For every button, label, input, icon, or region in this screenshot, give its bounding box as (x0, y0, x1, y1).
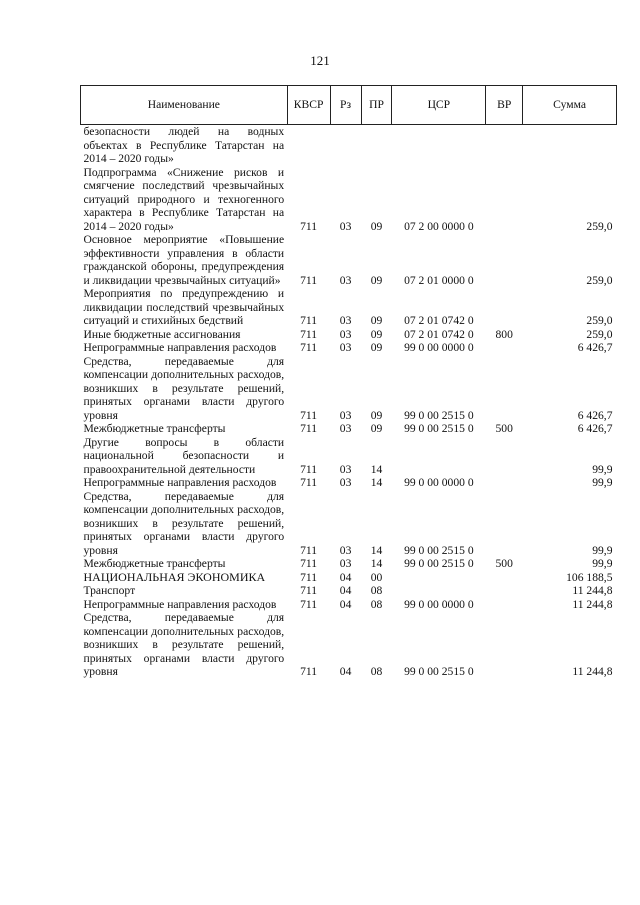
cell-vr (486, 571, 523, 585)
cell-rz: 03 (339, 408, 352, 422)
cell-pr: 14 (370, 476, 383, 489)
cell-pr: 08 (370, 665, 383, 678)
header-name: Наименование (81, 86, 288, 125)
cell-kvsr: 711 (300, 665, 318, 678)
cell-kvsr: 711 (300, 476, 318, 489)
cell-rz: 03 (339, 476, 352, 489)
cell-kvsr: 711 (300, 219, 318, 233)
header-pr: ПР (361, 86, 392, 125)
cell-csr (392, 436, 486, 477)
table-row (81, 233, 617, 287)
cell-vr (486, 598, 523, 612)
cell-rz: 03 (339, 341, 352, 354)
cell-sum: 99,9 (592, 462, 613, 476)
table-row (81, 611, 617, 679)
cell-pr: 09 (370, 273, 383, 287)
cell-pr: 09 (370, 314, 383, 327)
page-number: 121 (310, 53, 330, 68)
cell-sum: 11 244,8 (572, 584, 613, 597)
cell-sum: 99,9 (592, 557, 613, 570)
cell-pr: 09 (370, 408, 383, 422)
cell-kvsr: 711 (300, 584, 318, 597)
cell-csr: 07 2 01 0000 0 (404, 273, 474, 287)
cell-csr: 99 0 00 2515 0 (404, 543, 474, 557)
cell-rz (330, 125, 361, 166)
cell-pr: 09 (370, 219, 383, 233)
cell-rz: 03 (339, 327, 352, 341)
cell-kvsr: 711 (300, 314, 318, 327)
cell-name: безопасности людей на водных объектах в Республике Татарстан на 2014 – 2020 годы» (83, 125, 285, 165)
cell-name: Иные бюджетные ассигнования (83, 327, 241, 341)
cell-name: Средства, передаваемые для компенсации дополнительных расходов, возникших в результате решений, принятых органами власти другого уровня (83, 354, 285, 422)
cell-rz: 03 (339, 314, 352, 327)
cell-pr: 09 (370, 341, 383, 354)
table-row (81, 490, 617, 558)
cell-kvsr: 711 (300, 341, 318, 354)
cell-rz: 03 (339, 557, 352, 570)
cell-sum: 6 426,7 (577, 408, 613, 422)
table-row (81, 328, 617, 342)
cell-csr: 99 0 00 2515 0 (404, 557, 474, 570)
cell-rz: 04 (339, 597, 352, 611)
cell-vr (486, 355, 523, 423)
cell-rz: 03 (339, 273, 352, 287)
cell-sum: 259,0 (586, 219, 613, 233)
table-row (81, 341, 617, 355)
cell-rz: 04 (339, 584, 352, 597)
table-row (81, 355, 617, 423)
table-row (81, 598, 617, 612)
cell-rz: 03 (339, 422, 352, 435)
cell-name: Непрограммные направления расходов (83, 341, 277, 354)
cell-pr: 09 (370, 422, 383, 435)
cell-kvsr: 711 (300, 462, 318, 476)
cell-vr: 800 (495, 327, 513, 341)
cell-kvsr: 711 (300, 597, 318, 611)
cell-pr: 14 (370, 557, 383, 570)
cell-csr: 99 0 00 0000 0 (404, 341, 474, 354)
header-kvsr: КВСР (287, 86, 330, 125)
cell-csr (392, 125, 486, 166)
cell-rz: 03 (339, 543, 352, 557)
table-row (81, 436, 617, 477)
table-row (81, 571, 617, 585)
header-vr: ВР (486, 86, 523, 125)
cell-pr: 08 (370, 584, 383, 597)
header-rz: Рз (330, 86, 361, 125)
cell-vr (486, 166, 523, 234)
cell-name: Основное мероприятие «Повышение эффективности управления в области гражданской обороны, предупреждения и ликвидации чрезвычайных ситуаций» (83, 233, 285, 287)
cell-csr: 99 0 00 0000 0 (404, 597, 474, 611)
cell-csr: 07 2 01 0742 0 (404, 314, 474, 327)
cell-csr: 07 2 01 0742 0 (404, 327, 474, 341)
cell-vr (486, 287, 523, 328)
cell-sum: 259,0 (586, 327, 613, 341)
table-row (81, 422, 617, 436)
table-row (81, 166, 617, 234)
cell-pr: 08 (370, 597, 383, 611)
cell-name: Непрограммные направления расходов (83, 597, 277, 611)
cell-name: Межбюджетные трансферты (83, 557, 226, 570)
header-csr: ЦСР (392, 86, 486, 125)
cell-sum: 99,9 (592, 543, 613, 557)
budget-table (80, 85, 617, 679)
cell-kvsr: 711 (300, 408, 318, 422)
cell-csr: 07 2 00 0000 0 (404, 219, 474, 233)
cell-pr: 14 (370, 462, 383, 476)
table-row (81, 125, 617, 166)
cell-kvsr: 711 (300, 422, 318, 435)
cell-csr (392, 571, 486, 585)
cell-sum (523, 125, 617, 166)
cell-rz: 03 (339, 462, 352, 476)
cell-csr: 99 0 00 2515 0 (404, 408, 474, 422)
cell-kvsr: 711 (300, 570, 318, 584)
table-row (81, 557, 617, 571)
cell-vr: 500 (495, 422, 513, 435)
table-row (81, 287, 617, 328)
cell-name: Мероприятия по предупреждению и ликвидации последствий чрезвычайных ситуаций и стихийных бедствий (83, 287, 285, 327)
cell-pr: 09 (370, 327, 383, 341)
table-header-row (81, 86, 617, 125)
cell-rz: 04 (339, 665, 352, 678)
cell-sum: 259,0 (586, 314, 613, 327)
header-sum: Сумма (523, 86, 617, 125)
cell-vr (486, 125, 523, 166)
cell-sum: 6 426,7 (577, 422, 613, 435)
cell-name: Транспорт (83, 584, 136, 597)
cell-kvsr: 711 (300, 273, 318, 287)
cell-kvsr: 711 (300, 543, 318, 557)
cell-rz: 03 (339, 219, 352, 233)
cell-vr (486, 476, 523, 490)
cell-name: Межбюджетные трансферты (83, 422, 226, 435)
cell-pr: 00 (370, 570, 383, 584)
cell-name: Непрограммные направления расходов (83, 476, 277, 489)
cell-sum: 6 426,7 (577, 341, 613, 354)
cell-kvsr: 711 (300, 327, 318, 341)
cell-sum: 11 244,8 (572, 665, 613, 678)
cell-kvsr (287, 125, 330, 166)
table-row (81, 584, 617, 598)
cell-sum: 99,9 (592, 476, 613, 489)
cell-vr (486, 490, 523, 558)
table-row (81, 476, 617, 490)
cell-rz: 04 (339, 570, 352, 584)
cell-vr (486, 233, 523, 287)
cell-vr (486, 436, 523, 477)
cell-vr (486, 611, 523, 679)
cell-name: Средства, передаваемые для компенсации дополнительных расходов, возникших в результате решений, принятых органами власти другого уровня (83, 611, 285, 678)
cell-pr: 14 (370, 543, 383, 557)
cell-csr: 99 0 00 2515 0 (404, 422, 474, 435)
cell-vr (486, 584, 523, 598)
cell-vr (486, 341, 523, 355)
cell-sum: 11 244,8 (572, 597, 613, 611)
cell-sum: 259,0 (586, 273, 613, 287)
cell-csr: 99 0 00 2515 0 (404, 665, 474, 678)
cell-pr (361, 125, 392, 166)
cell-name: Средства, передаваемые для компенсации дополнительных расходов, возникших в результате решений, принятых органами власти другого уровня (83, 489, 285, 557)
cell-sum: 106 188,5 (566, 570, 613, 584)
cell-kvsr: 711 (300, 557, 318, 570)
cell-csr: 99 0 00 0000 0 (404, 476, 474, 489)
cell-name: Подпрограмма «Снижение рисков и смягчение последствий чрезвычайных ситуаций природного и техногенного характера в Республике Татарстан на 2014 – 2020 годы» (83, 165, 285, 233)
cell-name: НАЦИОНАЛЬНАЯ ЭКОНОМИКА (83, 569, 266, 584)
cell-csr (392, 584, 486, 598)
cell-name: Другие вопросы в области национальной безопасности и правоохранительной деятельности (83, 435, 285, 476)
cell-vr: 500 (495, 557, 513, 570)
